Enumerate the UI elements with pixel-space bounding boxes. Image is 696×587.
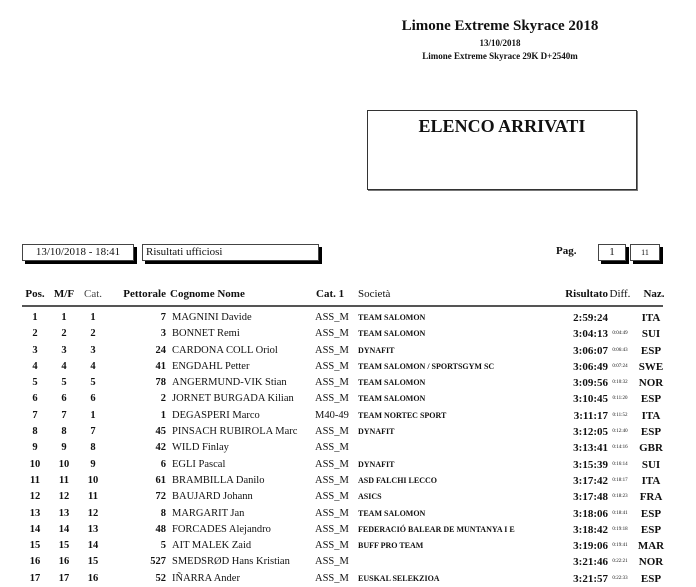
cell-cat: 9 — [90, 458, 96, 470]
table-header — [22, 288, 663, 304]
table-row — [22, 424, 663, 440]
table-row — [22, 457, 663, 473]
cell-diff: 0:06:43 — [612, 347, 628, 353]
table-row — [22, 326, 663, 342]
cell-cat: 13 — [87, 523, 99, 535]
cell-risultato: 3:04:13 — [573, 328, 608, 341]
cell-risultato: 3:17:48 — [573, 491, 608, 504]
cell-pettorale: 1 — [160, 409, 166, 421]
table-row — [22, 310, 663, 326]
cell-cat: 4 — [90, 360, 96, 372]
cell-naz: ITA — [641, 312, 661, 324]
cell-pos: 17 — [29, 572, 41, 584]
cell-cat1: ASS_M — [315, 393, 349, 405]
cell-name: MARGARIT Jan — [172, 507, 245, 519]
cell-societa: TEAM SALOMON — [358, 378, 426, 388]
cell-mf: 14 — [58, 523, 70, 535]
cell-pos: 16 — [29, 556, 41, 568]
cell-naz: ESP — [640, 523, 662, 536]
table-row — [22, 408, 663, 424]
cell-pos: 15 — [29, 540, 41, 552]
cell-cat: 15 — [87, 556, 99, 568]
cell-diff: 0:18:17 — [612, 477, 628, 483]
cell-diff: 0:14:16 — [612, 445, 628, 451]
cell-cat: 1 — [90, 312, 96, 323]
cell-risultato: 3:18:06 — [573, 507, 608, 520]
cell-risultato: 2:59:24 — [573, 312, 608, 324]
table-row — [22, 538, 663, 554]
cell-cat1: ASS_M — [315, 312, 349, 323]
cell-societa: TEAM SALOMON — [358, 329, 426, 339]
col-name: Cognome Nome — [170, 288, 245, 300]
col-mf: M/F — [53, 288, 75, 300]
table-row — [22, 506, 663, 522]
cell-mf: 8 — [61, 426, 67, 438]
cell-cat1: ASS_M — [315, 328, 349, 340]
cell-pos: 6 — [32, 393, 38, 405]
cell-name: SMEDSRØD Hans Kristian — [172, 556, 290, 568]
cell-risultato: 3:06:49 — [573, 360, 608, 373]
cell-pettorale: 8 — [160, 507, 166, 519]
cell-societa: DYNAFIT — [358, 459, 395, 469]
cell-pos: 4 — [32, 360, 38, 372]
cell-mf: 5 — [61, 377, 67, 389]
cell-naz: SUI — [641, 328, 661, 341]
cell-pettorale: 41 — [155, 360, 166, 372]
cell-pos: 12 — [29, 491, 41, 503]
cell-cat1: ASS_M — [315, 572, 349, 584]
cell-pettorale: 48 — [155, 523, 166, 535]
cell-name: AIT MALEK Zaid — [172, 540, 252, 552]
cell-pettorale: 2 — [160, 393, 166, 405]
cell-pettorale: 24 — [155, 344, 166, 356]
cell-societa: TEAM SALOMON — [358, 508, 426, 518]
page-total: 11 — [630, 244, 660, 261]
cell-risultato: 3:19:06 — [573, 540, 608, 553]
table-row — [22, 440, 663, 456]
cell-name: DEGASPERI Marco — [172, 409, 260, 421]
cell-name: WILD Finlay — [172, 442, 229, 454]
cell-societa: TEAM SALOMON / SPORTSGYM SC — [358, 361, 495, 371]
col-pos: Pos. — [25, 288, 45, 300]
cell-societa: DYNAFIT — [358, 427, 395, 437]
cell-pos: 1 — [32, 312, 38, 323]
cell-naz: NOR — [638, 556, 664, 569]
event-title: Limone Extreme Skyrace 2018 — [401, 18, 599, 34]
cell-cat: 5 — [90, 377, 96, 389]
cell-mf: 12 — [58, 491, 70, 503]
cell-diff: 0:11:20 — [612, 396, 628, 402]
cell-mf: 1 — [61, 312, 67, 323]
cell-diff: 0:22:33 — [612, 575, 628, 581]
cell-name: EGLI Pascal — [172, 458, 226, 470]
cell-mf: 13 — [58, 507, 70, 519]
report-title: ELENCO ARRIVATI — [418, 116, 586, 136]
col-risultato: Risultato — [565, 288, 608, 300]
cell-diff: 0:04:49 — [612, 331, 628, 337]
cell-name: PINSACH RUBIROLA Marc — [172, 426, 298, 438]
cell-naz: NOR — [638, 377, 664, 390]
cell-naz: FRA — [639, 491, 663, 504]
cell-risultato: 3:21:57 — [573, 572, 608, 585]
col-cat: Cat. — [83, 288, 103, 300]
cell-cat: 6 — [90, 393, 96, 405]
cell-pos: 3 — [32, 344, 38, 356]
cell-mf: 4 — [61, 360, 67, 372]
cell-pos: 8 — [32, 426, 38, 438]
cell-pettorale: 78 — [155, 377, 166, 389]
cell-diff: 0:18:23 — [612, 494, 628, 500]
cell-mf: 15 — [58, 540, 70, 552]
page-current: 1 — [598, 244, 626, 261]
table-row — [22, 489, 663, 505]
cell-cat1: ASS_M — [315, 426, 349, 438]
cell-naz: MAR — [637, 540, 665, 553]
cell-naz: SUI — [641, 458, 661, 471]
cell-mf: 16 — [58, 556, 70, 568]
cell-cat1: ASS_M — [315, 556, 349, 568]
cell-societa: TEAM NORTEC SPORT — [358, 410, 447, 420]
cell-mf: 11 — [59, 474, 69, 486]
report-title-box — [367, 110, 637, 190]
cell-naz: ESP — [640, 393, 662, 406]
report-datetime: 13/10/2018 - 18:41 — [22, 244, 134, 261]
table-row — [22, 522, 663, 538]
cell-pos: 14 — [29, 523, 41, 535]
cell-name: JORNET BURGADA Kilian — [172, 393, 294, 405]
cell-diff: 0:22:21 — [612, 559, 628, 565]
cell-diff: 0:19:18 — [612, 526, 628, 532]
cell-name: BONNET Remi — [172, 328, 240, 340]
event-date: 13/10/2018 — [479, 38, 521, 48]
cell-pos: 9 — [32, 442, 38, 454]
cell-name: ANGERMUND-VIK Stian — [172, 377, 287, 389]
cell-cat1: ASS_M — [315, 442, 349, 454]
cell-diff: 0:11:52 — [612, 412, 628, 418]
cell-pettorale: 527 — [150, 556, 166, 568]
cell-naz: SWE — [638, 360, 664, 373]
cell-cat: 14 — [87, 540, 99, 552]
cell-cat1: ASS_M — [315, 540, 349, 552]
cell-cat: 1 — [90, 409, 96, 421]
cell-diff: 0:12:40 — [612, 429, 628, 435]
page-label: Pag. — [556, 245, 577, 257]
cell-cat1: ASS_M — [315, 474, 349, 486]
cell-cat: 8 — [90, 442, 96, 454]
cell-naz: ESP — [640, 426, 662, 439]
cell-risultato: 3:06:07 — [573, 344, 608, 357]
table-row — [22, 473, 663, 489]
cell-diff: 0:16:14 — [612, 461, 628, 467]
cell-naz: ITA — [641, 474, 661, 487]
cell-cat1: ASS_M — [315, 523, 349, 535]
cell-cat1: ASS_M — [315, 491, 349, 503]
cell-mf: 2 — [61, 328, 67, 340]
cell-societa: TEAM SALOMON — [358, 313, 426, 322]
header-divider — [22, 305, 663, 307]
cell-risultato: 3:11:17 — [573, 409, 608, 422]
table-row — [22, 571, 663, 587]
cell-diff: 0:19:41 — [612, 543, 628, 549]
col-pettorale: Pettorale — [123, 288, 166, 300]
cell-societa: DYNAFIT — [358, 345, 395, 355]
table-row — [22, 343, 663, 359]
cell-mf: 7 — [61, 409, 67, 421]
cell-societa: EUSKAL SELEKZIOA — [358, 573, 440, 583]
cell-risultato: 3:09:56 — [573, 377, 608, 390]
cell-risultato: 3:13:41 — [573, 442, 608, 455]
cell-mf: 10 — [58, 458, 70, 470]
cell-name: BRAMBILLA Danilo — [172, 474, 265, 486]
cell-cat: 11 — [88, 491, 98, 503]
cell-pos: 13 — [29, 507, 41, 519]
cell-mf: 9 — [61, 442, 67, 454]
cell-cat1: ASS_M — [315, 377, 349, 389]
cell-name: BAUJARD Johann — [172, 491, 253, 503]
event-subtitle: Limone Extreme Skyrace 29K D+2540m — [422, 51, 578, 61]
cell-risultato: 3:18:42 — [573, 523, 608, 536]
cell-pettorale: 42 — [155, 442, 166, 454]
cell-pettorale: 5 — [160, 540, 166, 552]
col-diff: Diff. — [609, 288, 631, 300]
col-cat1: Cat. 1 — [316, 288, 345, 300]
results-status: Risultati ufficiosi — [142, 244, 319, 261]
cell-mf: 3 — [61, 344, 67, 356]
cell-cat: 12 — [87, 507, 99, 519]
cell-cat: 16 — [87, 572, 99, 584]
cell-mf: 17 — [58, 572, 70, 584]
cell-cat1: ASS_M — [315, 360, 349, 372]
cell-mf: 6 — [61, 393, 67, 405]
cell-diff: 0:18:41 — [612, 510, 628, 516]
table-row — [22, 375, 663, 391]
cell-naz: ITA — [641, 409, 661, 422]
cell-pos: 11 — [30, 474, 40, 486]
cell-societa: BUFF PRO TEAM — [358, 541, 424, 551]
cell-societa: FEDERACIÓ BALEAR DE MUNTANYA I E — [358, 524, 515, 534]
cell-name: IÑARRA Ander — [172, 572, 240, 584]
cell-naz: ESP — [640, 344, 662, 357]
table-row — [22, 554, 663, 570]
col-societa: Società — [358, 288, 391, 300]
table-row — [22, 391, 663, 407]
cell-pos: 7 — [32, 409, 38, 421]
cell-pettorale: 61 — [155, 474, 166, 486]
cell-risultato: 3:17:42 — [573, 474, 608, 487]
cell-risultato: 3:15:39 — [573, 458, 608, 471]
cell-name: FORCADES Alejandro — [172, 523, 271, 535]
cell-name: MAGNINI Davide — [172, 312, 252, 323]
cell-cat1: ASS_M — [315, 507, 349, 519]
cell-diff: 0:07:24 — [612, 363, 628, 369]
cell-cat1: M40-49 — [315, 409, 349, 421]
cell-cat: 3 — [90, 344, 96, 356]
cell-pettorale: 72 — [155, 491, 166, 503]
cell-pos: 5 — [32, 377, 38, 389]
cell-pos: 10 — [29, 458, 41, 470]
cell-risultato: 3:10:45 — [573, 393, 608, 406]
cell-pos: 2 — [32, 328, 38, 340]
cell-pettorale: 52 — [155, 572, 166, 584]
cell-cat: 10 — [87, 474, 99, 486]
results-table — [22, 310, 663, 587]
cell-cat1: ASS_M — [315, 344, 349, 356]
cell-cat1: ASS_M — [315, 458, 349, 470]
cell-pettorale: 6 — [160, 458, 166, 470]
cell-societa: ASICS — [358, 492, 382, 502]
cell-naz: GBR — [639, 442, 663, 455]
cell-risultato: 3:21:46 — [573, 556, 608, 569]
cell-pettorale: 7 — [160, 312, 166, 323]
col-naz: Naz. — [643, 288, 665, 300]
cell-naz: ESP — [640, 572, 662, 585]
cell-pettorale: 3 — [160, 328, 166, 340]
cell-naz: ESP — [640, 507, 662, 520]
cell-name: ENGDAHL Petter — [172, 360, 250, 372]
table-row — [22, 359, 663, 375]
cell-diff: 0:10:32 — [612, 380, 628, 386]
cell-name: CARDONA COLL Oriol — [172, 344, 278, 356]
cell-cat: 2 — [90, 328, 96, 340]
cell-societa: ASD FALCHI LECCO — [358, 475, 437, 485]
cell-risultato: 3:12:05 — [573, 426, 608, 439]
cell-cat: 7 — [90, 426, 96, 438]
cell-pettorale: 45 — [155, 426, 166, 438]
cell-societa: TEAM SALOMON — [358, 394, 426, 404]
